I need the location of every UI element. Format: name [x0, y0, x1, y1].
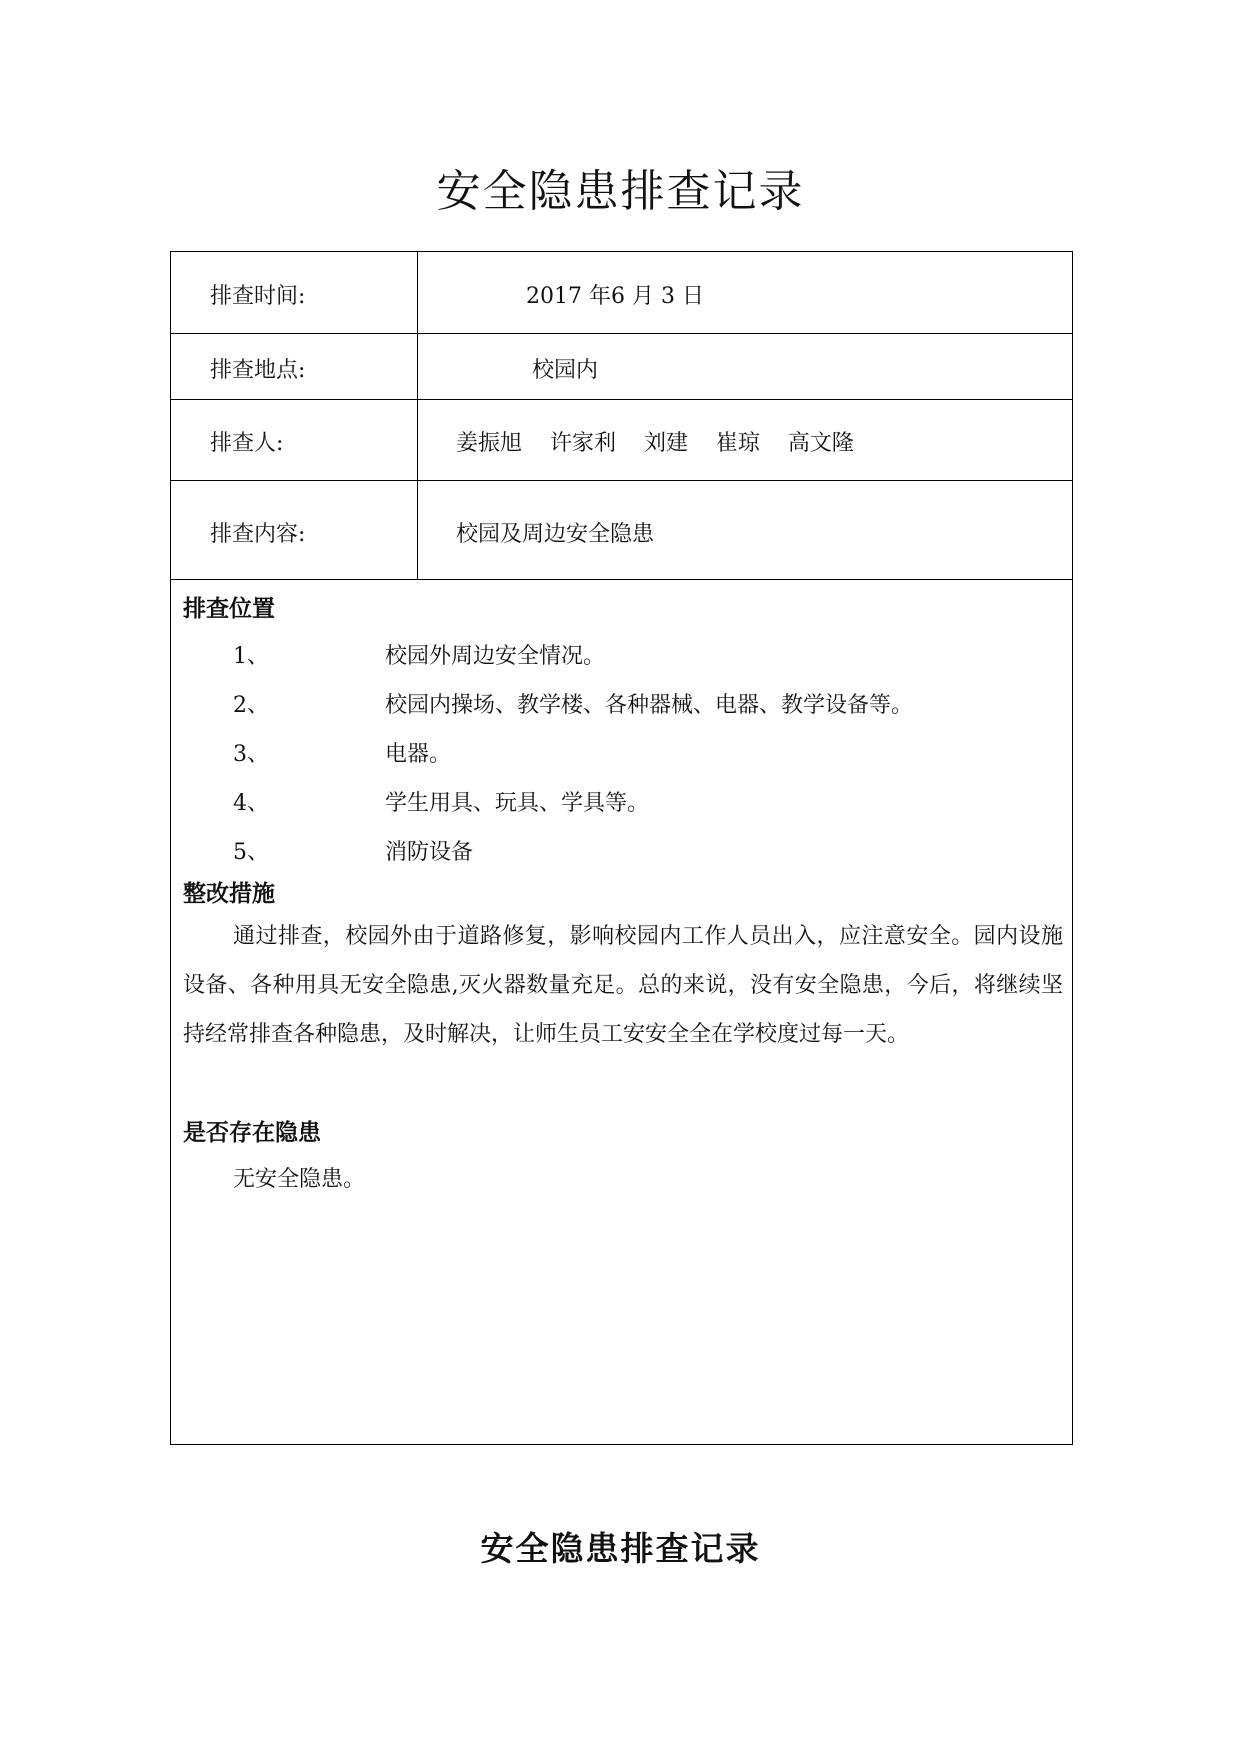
next-page-title: 安全隐患排查记录 — [480, 1529, 761, 1568]
item-text: 电器。 — [385, 742, 452, 767]
item-text: 学生用具、玩具、学具等。 — [385, 791, 650, 816]
item-number: 5、 — [233, 840, 269, 865]
row-divider — [171, 579, 1072, 580]
row-divider — [171, 333, 1072, 334]
content-value: 校园及周边安全隐患 — [456, 522, 655, 547]
record-table — [170, 251, 1073, 1445]
measures-heading: 整改措施 — [183, 881, 275, 907]
item-text: 消防设备 — [385, 840, 474, 865]
item-text: 校园内操场、教学楼、各种器械、电器、教学设备等。 — [385, 693, 914, 718]
page-title: 安全隐患排查记录 — [436, 166, 805, 217]
item-number: 1、 — [233, 644, 269, 669]
item-text: 校园外周边安全情况。 — [385, 644, 606, 669]
time-value: 2017 年6 月 3 日 — [526, 284, 704, 309]
row-divider — [171, 480, 1072, 481]
location-value: 校园内 — [532, 358, 599, 383]
hazard-heading: 是否存在隐患 — [183, 1120, 321, 1146]
item-number: 2、 — [233, 693, 269, 718]
inspector-value: 姜振旭 许家利 刘建 崔琼 高文隆 — [456, 431, 854, 456]
row-divider — [171, 399, 1072, 400]
content-label: 排查内容: — [210, 522, 306, 547]
column-divider — [417, 252, 418, 579]
time-label: 排查时间: — [210, 284, 306, 309]
item-number: 4、 — [233, 791, 269, 816]
positions-heading: 排查位置 — [183, 596, 275, 622]
item-number: 3、 — [233, 742, 269, 767]
hazard-conclusion: 无安全隐患。 — [233, 1167, 366, 1192]
measures-paragraph: 通过排查，校园外由于道路修复，影响校园内工作人员出入，应注意安全。园内设施设备、各种用具无安全隐患,灭火器数量充足。总的来说，没有安全隐患，今后，将继续坚持经常排查各种隐患，及时解决，让师生员工安安全全在学校度过每一天。 — [183, 924, 1063, 1047]
inspector-label: 排查人: — [210, 431, 284, 456]
location-label: 排查地点: — [210, 358, 306, 383]
